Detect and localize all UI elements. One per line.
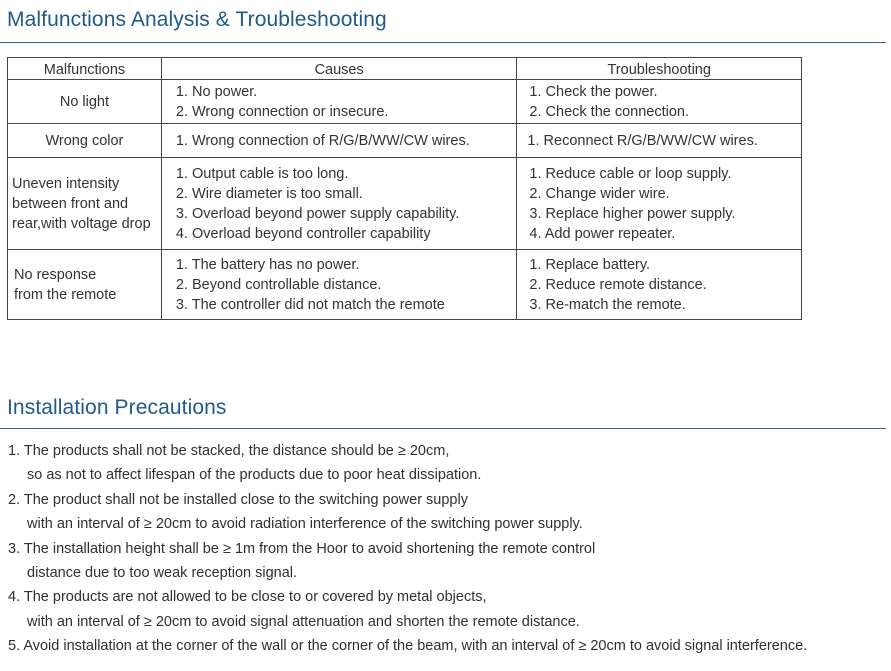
installation-title: Installation Precautions: [7, 396, 227, 419]
precaution-line: 4. The products are not allowed to be close to or covered by metal objects,: [8, 589, 487, 606]
cause-line: 3. The controller did not match the remote: [175, 296, 445, 313]
precaution-line: 1. The products shall not be stacked, the distance should be ≥ 20cm,: [8, 443, 450, 459]
title-divider: [0, 42, 886, 43]
list-item: [8, 585, 888, 634]
precaution-line: with an interval of ≥ 20cm to avoid radiation interference of the switching power supply.: [27, 516, 583, 533]
cause-line: 2. Wire diameter is too small.: [175, 185, 363, 202]
fix-line: 4. Add power repeater.: [529, 225, 676, 242]
fix-line: 1. Check the power.: [529, 83, 658, 100]
malfunctions-table: [7, 57, 802, 320]
malfunction-text: No light: [59, 93, 110, 110]
precaution-line: 3. The installation height shall be ≥ 1m from the Hoor to avoid shortening the remote control: [8, 540, 596, 557]
troubleshooting-cell: [517, 124, 802, 158]
causes-cell: [161, 158, 517, 250]
fix-line: 1. Reconnect R/G/B/WW/CW wires.: [527, 132, 758, 149]
list-item: [8, 634, 888, 658]
list-item: [8, 439, 888, 488]
list-item: [8, 488, 888, 537]
malfunction-text: between front and: [12, 195, 129, 212]
troubleshooting-cell: [517, 80, 802, 124]
causes-cell: [161, 124, 517, 158]
cause-line: 2. Wrong connection or insecure.: [175, 103, 389, 120]
fix-line: 3. Replace higher power supply.: [529, 205, 736, 222]
precaution-line: with an interval of ≥ 20cm to avoid signal attenuation and shorten the remote distance.: [27, 613, 580, 630]
table-row: [8, 250, 802, 320]
malfunction-cell: [8, 80, 162, 124]
malfunction-cell: [8, 158, 162, 250]
table-row: [8, 80, 802, 124]
malfunction-cell: [8, 250, 162, 320]
malfunction-text: rear,with voltage drop: [12, 215, 151, 232]
precaution-line: 5. Avoid installation at the corner of the wall or the corner of the beam, with an interval of ≥ 20cm to avoid signal interference.: [8, 638, 808, 655]
cause-line: 1. Wrong connection of R/G/B/WW/CW wires.: [175, 132, 470, 149]
malfunction-cell: [8, 124, 162, 158]
cause-line: 1. No power.: [175, 83, 258, 100]
precautions-list: [8, 439, 888, 659]
precaution-line: 2. The product shall not be installed close to the switching power supply: [8, 491, 468, 508]
fix-line: 2. Change wider wire.: [529, 185, 670, 202]
header-troubleshooting: Troubleshooting: [517, 58, 802, 80]
cause-line: 2. Beyond controllable distance.: [175, 276, 382, 293]
precaution-line: so as not to affect lifespan of the products due to poor heat dissipation.: [27, 467, 482, 484]
fix-line: 1. Replace battery.: [529, 256, 651, 273]
cause-line: 3. Overload beyond power supply capability.: [175, 205, 460, 222]
fix-line: 2. Check the connection.: [529, 103, 690, 120]
cause-line: 1. Output cable is too long.: [175, 165, 349, 182]
cause-line: 4. Overload beyond controller capability: [175, 225, 431, 242]
fix-line: 1. Reduce cable or loop supply.: [529, 165, 732, 182]
troubleshooting-cell: [517, 158, 802, 250]
causes-cell: [161, 250, 517, 320]
fix-line: 2. Reduce remote distance.: [529, 276, 707, 293]
fix-line: 3. Re-match the remote.: [529, 296, 686, 313]
table-row: [8, 158, 802, 250]
precaution-line: distance due to too weak reception signal.: [27, 565, 298, 582]
table-header-row: [8, 58, 802, 80]
table-row: [8, 124, 802, 158]
list-item: [8, 537, 888, 586]
malfunction-text: Wrong color: [45, 132, 124, 149]
malfunction-text: No response: [14, 266, 97, 283]
header-malfunctions: Malfunctions: [8, 58, 162, 80]
cause-line: 1. The battery has no power.: [175, 256, 360, 273]
malfunction-text: from the remote: [14, 286, 117, 303]
causes-cell: [161, 80, 517, 124]
header-causes: Causes: [161, 58, 517, 80]
title-divider: [0, 428, 886, 429]
malfunctions-title: Malfunctions Analysis & Troubleshooting: [7, 8, 387, 31]
troubleshooting-cell: [517, 250, 802, 320]
malfunction-text: Uneven intensity: [12, 175, 120, 192]
